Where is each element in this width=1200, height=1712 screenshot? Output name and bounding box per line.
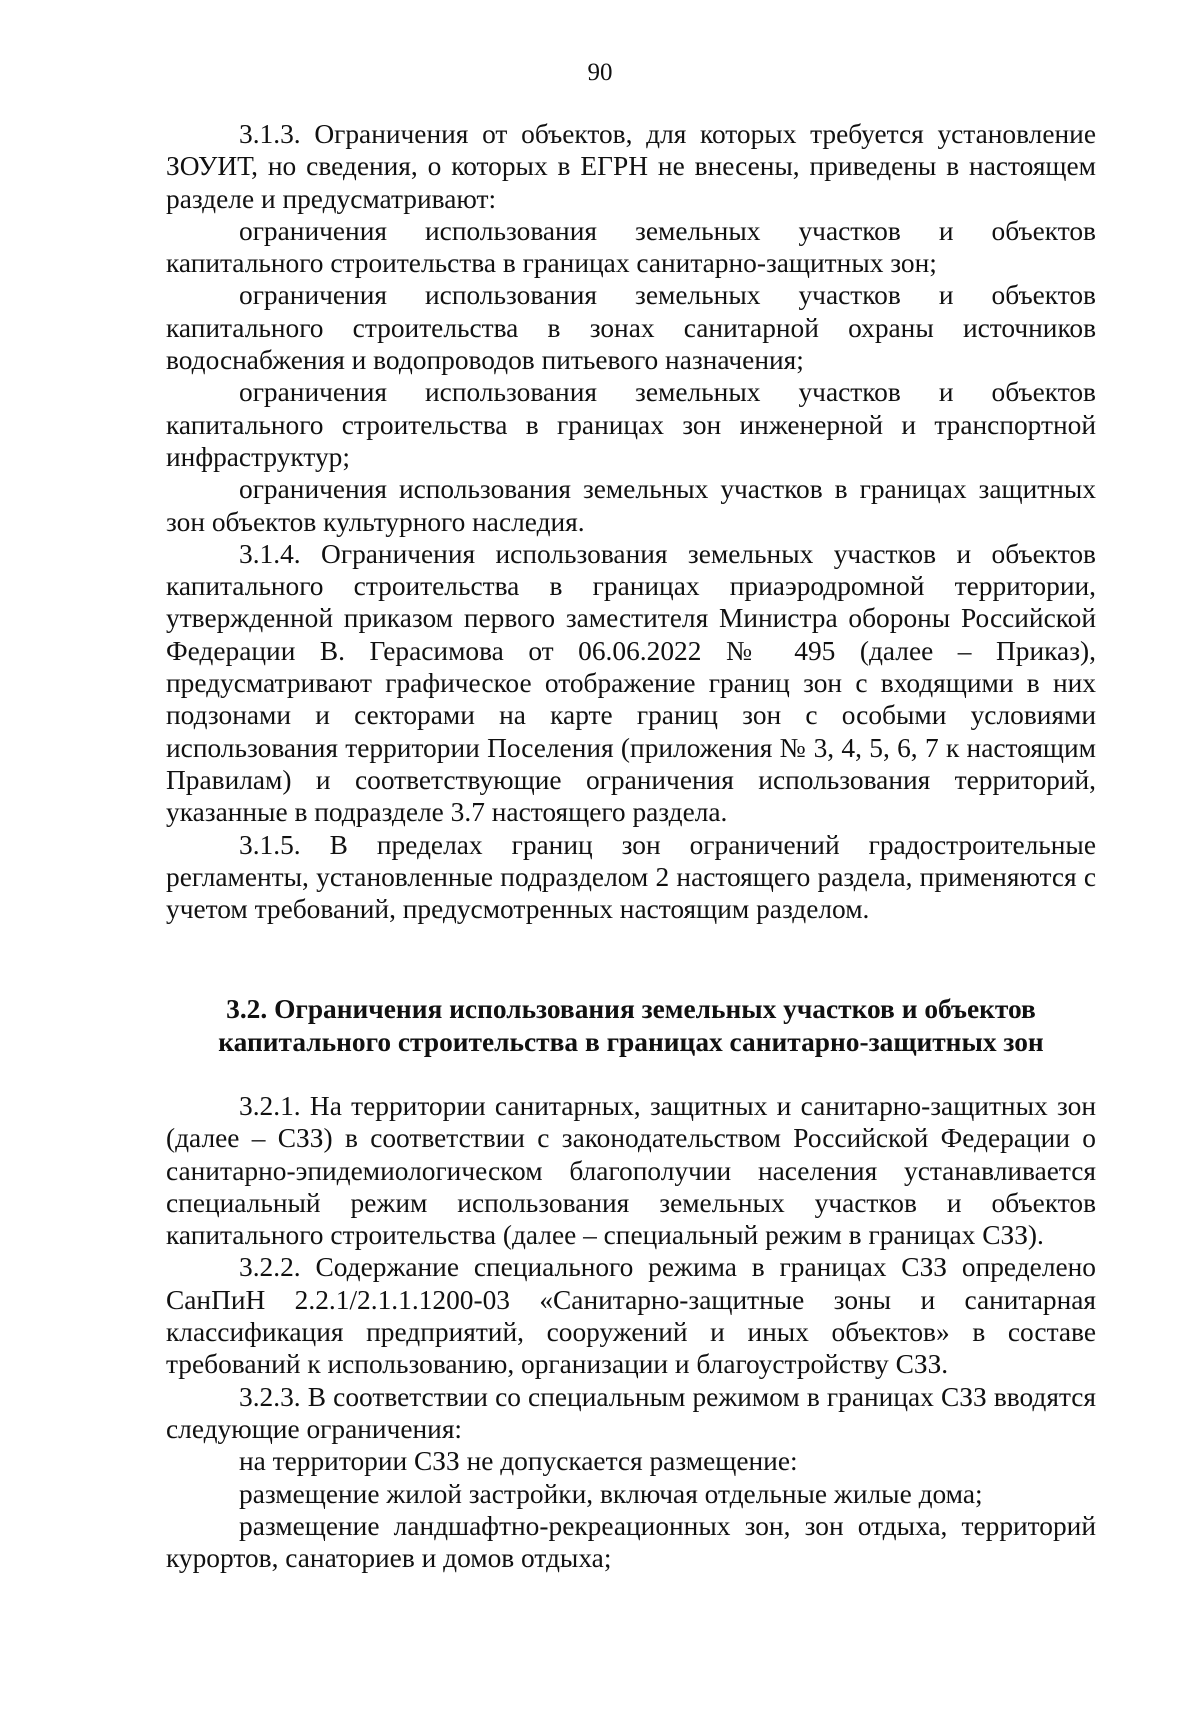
page-number: 90 xyxy=(587,59,613,86)
section-3-1-body xyxy=(166,118,1096,925)
list-lead-in: на территории СЗЗ не допускается размещение: xyxy=(239,1446,798,1477)
list-item-cultural-heritage-zones: ограничения использования земельных участков в границах защитных зон объектов культурного наследия. xyxy=(166,474,1096,537)
paragraph-3-1-4: 3.1.4. Ограничения использования земельных участков и объектов капитального строительства в границах приаэродромной территории, утвержденной приказом первого заместителя Министра обороны Российской Федерации В. Герасимова от 06.06.2022 № 495 (далее – Приказ), предусматривают графическое отображение границ зон с входящими в них подзонами и секторами на карте границ зон с особыми условиями использования территории Поселения (приложения № 3, 4, 5, 6, 7 к настоящим Правилам) и соответствующие ограничения использования территорий, указанные в подразделе 3.7 настоящего раздела. xyxy=(166,538,1096,828)
section-heading-line-2: капитального строительства в границах санитарно-защитных зон xyxy=(218,1026,1044,1057)
paragraph-3-1-3: 3.1.3. Ограничения от объектов, для которых требуется установление ЗОУИТ, но сведения, о которых в ЕГРН не внесены, приведены в настоящем разделе и предусматривают: xyxy=(166,119,1096,214)
paragraph-3-1-5: 3.1.5. В пределах границ зон ограничений градостроительные регламенты, установленные подразделом 2 настоящего раздела, применяются с учетом требований, предусмотренных настоящим разделом. xyxy=(166,829,1096,925)
list-item-recreational: размещение ландшафтно-рекреационных зон, зон отдыха, территорий курортов, санаториев и домов отдыха; xyxy=(166,1510,1096,1574)
list-item-sanitary-zones: ограничения использования земельных участков и объектов капитального строительства в границах санитарно-защитных зон; xyxy=(166,215,1096,279)
section-heading-line-1: 3.2. Ограничения использования земельных участков и объектов xyxy=(226,994,1036,1024)
section-3-2-body xyxy=(166,1090,1096,1574)
section-3-2-heading xyxy=(166,993,1096,1058)
list-item-water-protection-zones: ограничения использования земельных участков и объектов капитального строительства в зонах санитарной охраны источников водоснабжения и водопроводов питьевого назначения; xyxy=(166,280,1096,376)
list-item-residential: размещение жилой застройки, включая отдельные жилые дома; xyxy=(239,1478,983,1509)
list-item-infrastructure-zones: ограничения использования земельных участков и объектов капитального строительства в границах зон инженерной и транспортной инфраструктур; xyxy=(166,377,1096,472)
paragraph-3-2-2: 3.2.2. Содержание специального режима в границах СЗЗ определено СанПиН 2.2.1/2.1.1.1200-03 «Санитарно-защитные зоны и санитарная классификация предприятий, сооружений и иных объектов» в составе требований к использованию, организации и благоустройству СЗЗ. xyxy=(166,1252,1096,1380)
paragraph-3-2-3: 3.2.3. В соответствии со специальным режимом в границах СЗЗ вводятся следующие ограничения: xyxy=(166,1381,1096,1444)
paragraph-3-2-1: 3.2.1. На территории санитарных, защитных и санитарно-защитных зон (далее – СЗЗ) в соответствии с законодательством Российской Федерации о санитарно-эпидемиологическом благополучии населения устанавливается специальный режим использования земельных участков и объектов капитального строительства (далее – специальный режим в границах СЗЗ). xyxy=(166,1091,1096,1251)
